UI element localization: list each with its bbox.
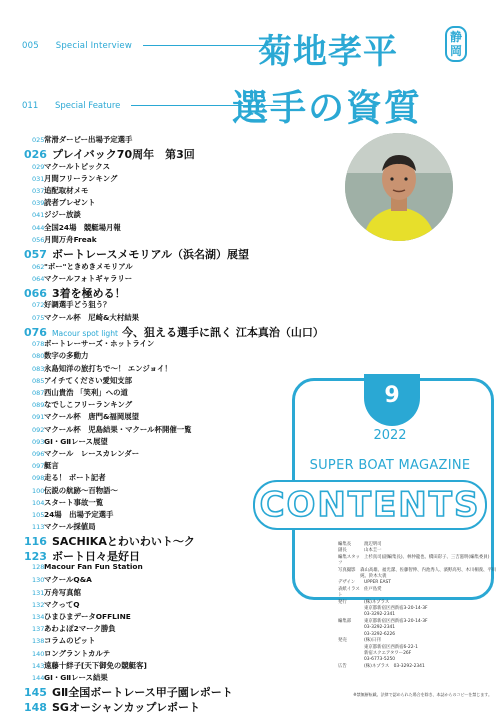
- toc-entry-title: 3着を極める！: [52, 286, 126, 300]
- feature-title: 選手の資質: [232, 88, 423, 129]
- toc-entry: [12, 246, 342, 261]
- toc-entry-title: 数字の多動力: [44, 351, 89, 361]
- credit-value: 新宿スクエアタワー26F: [364, 650, 412, 656]
- credit-value: (株)ネプラス 03-3292-2341: [364, 663, 425, 669]
- toc-entry: [12, 209, 342, 221]
- toc-page-number: 137: [32, 625, 45, 634]
- toc-entry-title: マクってQ: [44, 599, 80, 609]
- interview-rule: [143, 45, 268, 46]
- interview-title-prefecture: [445, 26, 467, 62]
- credit-role: 編集長: [338, 542, 352, 547]
- toc-page-number: 144: [32, 673, 45, 682]
- toc-entry-title: マクール レースカレンダー: [44, 448, 140, 458]
- toc-page-number: 130: [32, 576, 45, 585]
- toc-page-number: 116: [24, 535, 47, 549]
- toc-entry: [12, 222, 342, 234]
- toc-entry: [12, 161, 342, 173]
- toc-entry: [12, 635, 342, 647]
- toc-page-number: 057: [24, 248, 47, 261]
- toc-entry-title: 遠藤十絆子[天下御免の競艇客]: [44, 660, 147, 670]
- toc-page-number: 093: [32, 437, 45, 446]
- toc-entry-title: マクール杯 尼崎&大村結果: [44, 312, 139, 322]
- credit-role: 広告: [338, 663, 347, 669]
- credit-value: 東京都新宿区西新宿6-22-1: [364, 644, 418, 650]
- toc-entry-title: 読者プレゼント: [44, 198, 96, 208]
- toc-page-number: 041: [32, 211, 45, 220]
- toc-entry-title: プレイバック70周年 第3回: [52, 148, 195, 162]
- credit-value: 上杉真司(副編集長)、林仲龍也、橋田彩子、三吉滋明(編集委員): [364, 554, 490, 560]
- credit-value: 03-3292-2341: [364, 612, 396, 618]
- toc-entry-title: ボートレースメモリアル（浜名湖）展望: [52, 248, 250, 261]
- toc-page-number: 104: [32, 498, 45, 507]
- toc-page-number: 039: [32, 199, 45, 208]
- toc-entry-title: なでしこフリーランキング: [44, 400, 133, 410]
- toc-page-number: 143: [32, 661, 45, 670]
- toc-entry-title: 24場 出場予定選手: [44, 509, 114, 519]
- credit-value: 03-6773-5250: [364, 657, 396, 663]
- toc-entry-title: 今、狙える選手に訊く 江本真治（山口）: [122, 325, 324, 339]
- toc-entry-title: ロングラントカルテ: [44, 648, 111, 658]
- credit-value: 森山高雄、福光潔、佐藤智伸、内池秀人、濱野高男、木川桐義、平川純、鈴木大義: [360, 567, 497, 580]
- toc-entry-title: 艇言: [44, 461, 59, 471]
- toc-page-number: 096: [32, 449, 45, 458]
- toc-entry-title: マクールトピックス: [44, 161, 110, 171]
- toc-entry-title: 月間フリーランキング: [44, 173, 118, 183]
- toc-page-number: 076: [24, 325, 47, 339]
- toc-entry-title: 走る！ ボート記者: [44, 473, 106, 483]
- issue-year: 2022: [373, 428, 407, 443]
- toc-page-number: 066: [24, 286, 47, 300]
- toc-entry: [12, 684, 342, 699]
- feature-page-number: 011: [22, 101, 39, 111]
- toc-entry: [12, 146, 342, 161]
- toc-entry: [12, 173, 342, 185]
- credit-value: 渡辺明司: [364, 542, 382, 547]
- toc-entry-title: SACHIKAとわいわいト〜ク: [52, 535, 195, 549]
- credit-line: [338, 555, 498, 568]
- toc-page-number: 145: [24, 686, 47, 700]
- toc-entry-title: 常滑ダービー出場予定選手: [44, 135, 133, 144]
- toc-entry-title: マクール杯 唐門&福岡展望: [44, 412, 139, 422]
- toc-page-number: 025: [32, 136, 45, 144]
- toc-entry-title: "ボー"ときめきメモリアル: [44, 261, 133, 271]
- toc-page-number: 044: [32, 223, 45, 232]
- credit-role: デザイン: [338, 580, 356, 586]
- toc-page-number: 140: [32, 649, 45, 658]
- toc-entry-title: あわよぽ2マーク勝負: [44, 624, 116, 634]
- toc-page-number: 029: [32, 162, 45, 171]
- toc-entry: [12, 185, 342, 197]
- credit-line: [338, 568, 498, 581]
- toc-page-number: 134: [32, 613, 45, 621]
- feature-label: Special Feature: [54, 101, 121, 111]
- toc-entry: [12, 611, 342, 623]
- credit-role: 編集部: [338, 618, 352, 624]
- toc-page-number: 113: [32, 523, 45, 532]
- toc-entry-title: アイチてください愛知支部: [44, 375, 133, 385]
- toc-page-number: 083: [32, 364, 45, 373]
- toc-entry-title: スタート事故一覧: [44, 497, 104, 507]
- issue-number: 9: [384, 383, 400, 408]
- toc-entry: [12, 338, 342, 350]
- credit-value: 03-3292-6226: [364, 631, 396, 637]
- toc-entry-title: ボートレーサーズ・ホットライン: [44, 339, 155, 349]
- prefecture-text: 静岡: [449, 30, 462, 58]
- toc-entry-title: 西山貴浩 「笑利」への道: [44, 388, 128, 397]
- toc-entry: [12, 699, 342, 714]
- toc-entry: [12, 261, 342, 273]
- interview-title-name: 菊地孝平: [258, 32, 398, 72]
- toc-entry: [12, 623, 342, 635]
- credit-role: 編集スタッフ: [338, 554, 360, 567]
- toc-entry-title: ジジー放談: [44, 210, 81, 220]
- toc-page-number: 132: [32, 600, 45, 609]
- magazine-name: SUPER BOAT MAGAZINE: [309, 458, 471, 473]
- credit-value: (株)ネプラス: [364, 599, 390, 605]
- toc-entry-title: GⅠ・GⅡレース展望: [44, 436, 108, 446]
- toc-entry-title: ボート日々是好日: [52, 549, 140, 563]
- toc-page-number: 105: [32, 510, 45, 519]
- toc-entry-title: マクール杯 児島結果・マクール杯開催一覧: [44, 424, 192, 434]
- toc-entry-title: 好調選手どう狙う？: [44, 300, 111, 310]
- toc-entry: [12, 587, 342, 599]
- toc-entry-title: コラムのピット: [44, 636, 96, 646]
- toc-page-number: 098: [32, 474, 45, 483]
- credit-line: [338, 587, 498, 600]
- copyright-footnote: ※禁無断転載。法律で認められた場合を除き、本誌からのコピーを禁じます。: [353, 692, 492, 697]
- toc-page-number: 075: [32, 313, 45, 322]
- toc-page-number: 123: [24, 549, 47, 563]
- credit-value: 山本圭一: [364, 548, 382, 554]
- toc-page-number: 026: [24, 148, 47, 162]
- toc-page-number: 062: [32, 262, 45, 271]
- toc-entry-title: SGオーシャンカップレポート: [52, 700, 200, 714]
- contents-heading: CONTENTS: [253, 480, 487, 530]
- toc-entry-title: GⅠ・GⅡレース結果: [44, 672, 108, 682]
- toc-page-number: 138: [32, 637, 45, 646]
- toc-entry: [12, 672, 342, 684]
- toc-entry: [12, 234, 342, 246]
- toc-page-number: 131: [32, 588, 45, 597]
- toc-page-number: 128: [32, 563, 45, 572]
- interview-page-number: 005: [22, 41, 39, 51]
- toc-page-number: 037: [32, 187, 45, 196]
- toc-page-number: 089: [32, 401, 45, 410]
- credit-line: [338, 664, 498, 670]
- toc-page-number: 085: [32, 376, 45, 385]
- toc-entry: [12, 299, 342, 311]
- toc-entry: [12, 660, 342, 672]
- toc-page-number: 091: [32, 413, 45, 422]
- credit-value: 東京都新宿区西新宿3-20-14-3F: [364, 618, 428, 624]
- toc-entry-title: 伝説の航跡〜百物語〜: [44, 485, 118, 495]
- toc-page-number: 072: [32, 301, 45, 310]
- credit-value: 東京都新宿区西新宿3-20-14-3F: [364, 606, 428, 612]
- toc-entry: [12, 363, 342, 375]
- toc-entry: [12, 134, 342, 146]
- toc-entry: [12, 324, 342, 339]
- toc-entry: [12, 273, 342, 285]
- toc-page-number: 080: [32, 352, 45, 361]
- portrait-illustration: [345, 133, 453, 241]
- interview-label: Special Interview: [55, 41, 132, 51]
- toc-entry-title: 永島知洋の旅打ちで〜！ エンジョイ！: [44, 363, 172, 373]
- toc-entry: [12, 375, 342, 387]
- racer-portrait-photo: [345, 133, 453, 241]
- toc-entry: [12, 350, 342, 362]
- credit-value: UPPER EAST: [364, 580, 391, 586]
- toc-entry-title: 月間万舟Freak: [44, 234, 97, 244]
- toc-entry-prefix: Macour spot light: [52, 328, 119, 338]
- toc-page-number: 064: [32, 274, 45, 283]
- toc-entry-title: マクールフォトギャラリー: [44, 273, 133, 283]
- staff-credits: [338, 542, 498, 670]
- toc-page-number: 148: [24, 700, 47, 714]
- toc-page-number: 097: [32, 462, 45, 471]
- credit-value: (株)日刊: [364, 638, 381, 644]
- toc-entry-title: 全国24場 競艇場月報: [44, 222, 121, 232]
- toc-entry: [12, 648, 342, 660]
- toc-entry-title: 追配取材メモ: [44, 186, 89, 196]
- credit-role: 発売: [338, 638, 347, 644]
- toc-page-number: 031: [32, 174, 45, 183]
- credit-role: 発行: [338, 599, 347, 605]
- toc-entry-title: Macour Fan Fun Station: [44, 562, 143, 572]
- credit-role: 写真撮影: [338, 567, 356, 573]
- toc-page-number: 092: [32, 425, 45, 434]
- credit-role: 表紙イラスト: [338, 586, 360, 599]
- toc-entry-title: マクール採値局: [44, 522, 96, 532]
- credit-role: 副長: [338, 548, 347, 554]
- special-interview-header: [22, 41, 268, 51]
- toc-entry-title: マクールQ&A: [44, 575, 92, 585]
- toc-page-number: 100: [32, 486, 45, 495]
- toc-page-number: 056: [32, 235, 45, 244]
- toc-entry: [12, 599, 342, 611]
- toc-page-number: 078: [32, 340, 45, 349]
- toc-entry: [12, 197, 342, 209]
- toc-entry: [12, 312, 342, 324]
- credit-value: 佐戸島愛: [364, 586, 382, 592]
- toc-entry-title: ひまひまデータOFFLINE: [44, 612, 131, 621]
- toc-page-number: 087: [32, 389, 45, 397]
- credit-value: 03-3292-2341: [364, 625, 396, 631]
- toc-entry: [12, 285, 342, 300]
- toc-entry-title: GⅡ全国ボートレース甲子園レポート: [52, 686, 233, 700]
- toc-entry-title: 万舟写真館: [44, 587, 81, 597]
